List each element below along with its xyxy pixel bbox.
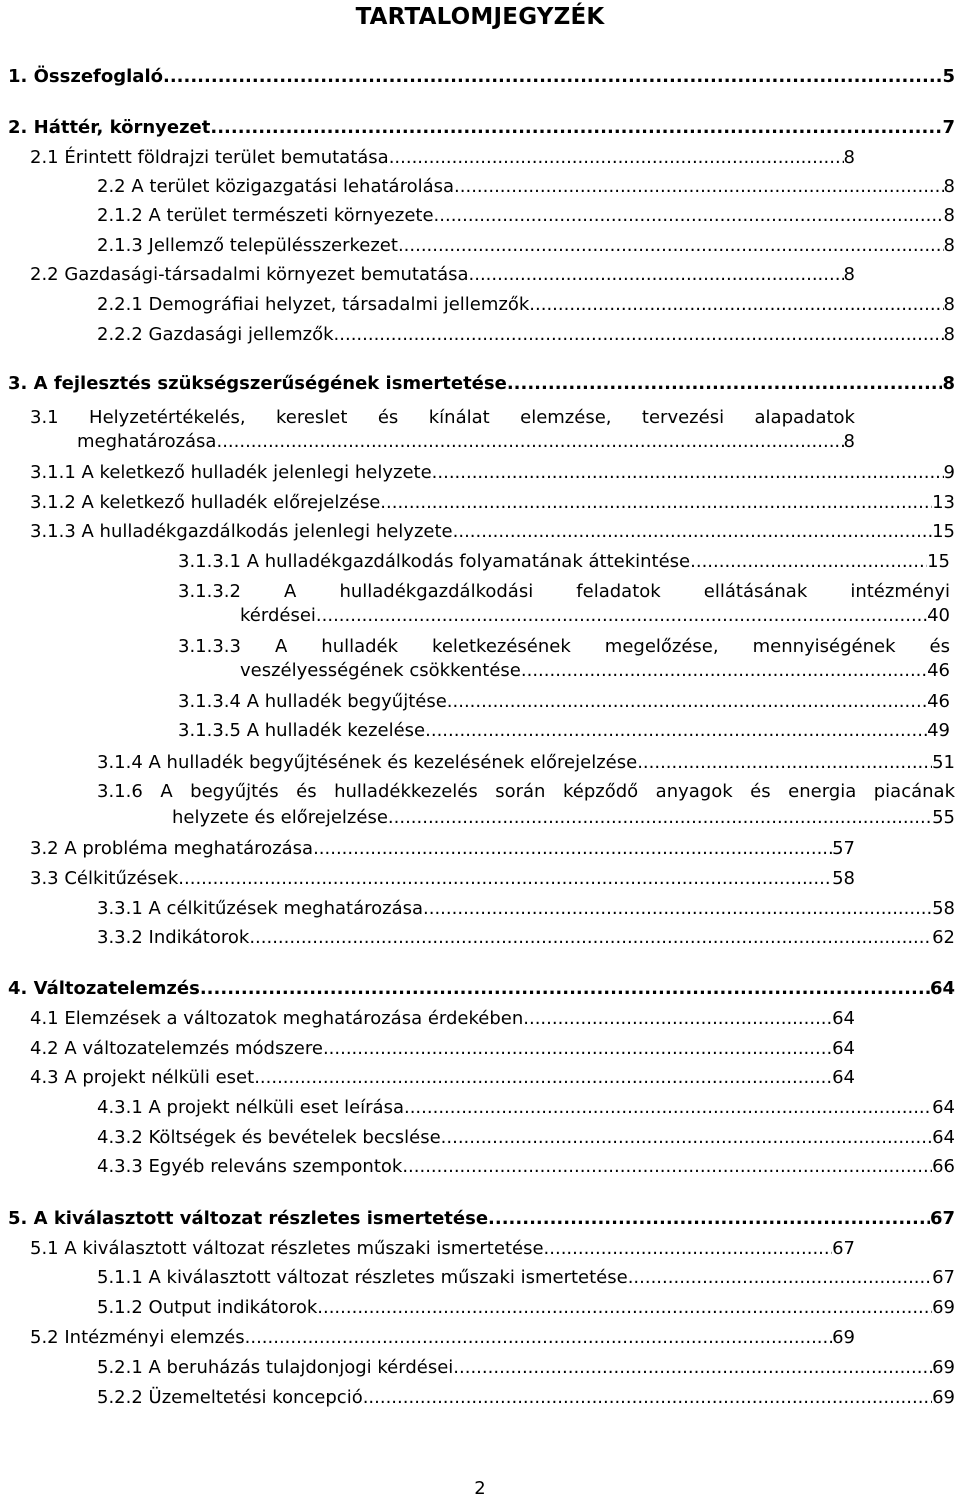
dot-leader	[249, 923, 932, 953]
toc-entry[interactable]	[97, 201, 955, 231]
toc-entry-label: 2.1 Érintett földrajzi terület bemutatása	[30, 147, 389, 168]
toc-entry-label-line1: 3.1.3.2 A hulladékgazdálkodási feladatok ellátásának intézményi	[178, 581, 950, 602]
toc-entry-label: 5.2.2 Üzemeltetési koncepció	[97, 1387, 363, 1408]
toc-entry-label: 3.3.2 Indikátorok	[97, 927, 250, 948]
dot-leader	[254, 1063, 832, 1093]
toc-entry-page: 55	[932, 807, 955, 828]
toc-entry[interactable]	[97, 748, 955, 778]
toc-entry-page: 40	[927, 605, 950, 626]
toc-entry-label: 5. A kiválasztott változat részletes ismertetése	[8, 1208, 489, 1229]
dot-leader	[217, 113, 942, 143]
toc-entry-page: 46	[927, 691, 950, 712]
toc-entry-label: 2.2 A terület közigazgatási lehatárolása	[97, 176, 455, 197]
toc-entry-label: 2.2 Gazdasági-társadalmi környezet bemutatása	[30, 264, 469, 285]
toc-entry-page: 69	[932, 1387, 955, 1408]
toc-entry[interactable]	[8, 62, 955, 92]
toc-entry[interactable]	[30, 403, 855, 457]
toc-entry[interactable]	[97, 777, 955, 833]
dot-leader	[216, 427, 843, 457]
toc-entry-label: 4.2 A változatelemzés módszere	[30, 1038, 323, 1059]
toc-entry-page: 8	[943, 205, 955, 226]
toc-entry-page: 8	[843, 264, 855, 285]
toc-entry[interactable]	[8, 113, 955, 143]
dot-leader	[313, 834, 832, 864]
toc-entry[interactable]	[30, 1063, 855, 1093]
dot-leader	[316, 601, 927, 631]
toc-entry[interactable]	[97, 1353, 955, 1383]
dot-leader	[521, 656, 927, 686]
toc-entry-page: 8	[943, 235, 955, 256]
toc-entry-label: meghatározása	[77, 431, 217, 452]
toc-entry[interactable]	[30, 834, 855, 864]
toc-entry-label: veszélyességének csökkentése	[240, 660, 521, 681]
toc-entry-page: 64	[832, 1008, 855, 1029]
toc-entry-page: 8	[943, 324, 955, 345]
toc-entry[interactable]	[8, 974, 955, 1004]
toc-entry-page: 62	[932, 927, 955, 948]
toc-entry-label-line1: 3.1 Helyzetértékelés, kereslet és kínálat elemzése, tervezési alapadatok	[30, 407, 855, 428]
toc-entry[interactable]	[30, 1323, 855, 1353]
toc-entry-page: 8	[943, 176, 955, 197]
dot-leader	[434, 201, 944, 231]
toc-entry-page: 15	[927, 551, 950, 572]
toc-entry-page: 67	[832, 1238, 855, 1259]
toc-entry-label: 3.2 A probléma meghatározása	[30, 838, 314, 859]
toc-entry-label: 5.2.1 A beruházás tulajdonjogi kérdései	[97, 1357, 454, 1378]
toc-entry[interactable]	[178, 716, 950, 746]
toc-entry[interactable]	[8, 1204, 955, 1234]
toc-entry-page: 8	[943, 294, 955, 315]
dot-leader	[432, 458, 944, 488]
toc-entry[interactable]	[97, 231, 955, 261]
dot-leader	[637, 748, 932, 778]
toc-entry-page: 67	[929, 1208, 955, 1229]
toc-entry[interactable]	[97, 172, 955, 202]
toc-entry[interactable]	[178, 632, 950, 686]
toc-entry-label: 2.2.1 Demográfiai helyzet, társadalmi jellemzők	[97, 294, 530, 315]
toc-entry-page: 7	[942, 117, 955, 138]
toc-entry[interactable]	[30, 143, 855, 173]
toc-entry-label: 3.1.3.5 A hulladék kezelése	[178, 720, 426, 741]
toc-entry-label: 3.1.3.4 A hulladék begyűjtése	[178, 691, 447, 712]
toc-entry[interactable]	[97, 320, 955, 350]
toc-entry-page: 66	[932, 1156, 955, 1177]
toc-entry-page: 64	[932, 1127, 955, 1148]
toc-entry[interactable]	[30, 1234, 855, 1264]
toc-entry[interactable]	[30, 458, 955, 488]
dot-leader	[245, 1323, 832, 1353]
toc-entry-label: 3.1.3.1 A hulladékgazdálkodás folyamatának áttekintése	[178, 551, 691, 572]
toc-entry-page: 51	[932, 752, 955, 773]
toc-entry[interactable]	[178, 687, 950, 717]
toc-entry[interactable]	[30, 488, 955, 518]
toc-entry[interactable]	[30, 517, 955, 547]
toc-entry-label: 3. A fejlesztés szükségszerűségének ismertetése	[8, 373, 507, 394]
dot-leader	[404, 1093, 932, 1123]
toc-entry[interactable]	[30, 1004, 855, 1034]
toc-entry[interactable]	[97, 290, 955, 320]
toc-entry[interactable]	[97, 1093, 955, 1123]
toc-entry[interactable]	[30, 1034, 855, 1064]
toc-entry-label: 4.3 A projekt nélküli eset	[30, 1067, 255, 1088]
dot-leader	[628, 1263, 932, 1293]
toc-entry-label: 4.3.1 A projekt nélküli eset leírása	[97, 1097, 404, 1118]
toc-entry-label: 5.1.1 A kiválasztott változat részletes műszaki ismertetése	[97, 1267, 628, 1288]
toc-entry-page: 5	[942, 66, 955, 87]
toc-entry-label: kérdései	[240, 605, 316, 626]
toc-entry-page: 8	[843, 431, 855, 452]
toc-entry-label: 3.1.3 A hulladékgazdálkodás jelenlegi helyzete	[30, 521, 453, 542]
toc-entry[interactable]	[97, 1123, 955, 1153]
toc-entry-page: 9	[943, 462, 955, 483]
toc-entry-label: 3.1.2 A keletkező hulladék előrejelzése	[30, 492, 381, 513]
toc-title: TARTALOMJEGYZÉK	[355, 4, 605, 30]
toc-entry-label: 3.3 Célkitűzések	[30, 868, 179, 889]
dot-leader	[425, 716, 927, 746]
toc-entry-page: 64	[932, 1097, 955, 1118]
dot-leader	[317, 1293, 932, 1323]
toc-entry-page: 58	[832, 868, 855, 889]
dot-leader	[453, 1353, 932, 1383]
toc-entry[interactable]	[97, 1293, 955, 1323]
toc-entry[interactable]	[30, 864, 855, 894]
dot-leader	[529, 290, 943, 320]
toc-entry[interactable]	[97, 1152, 955, 1182]
dot-leader	[453, 517, 932, 547]
toc-entry-page: 15	[932, 521, 955, 542]
dot-leader	[389, 143, 844, 173]
toc-entry-label-line1: 3.1.6 A begyűjtés és hulladékkezelés során képződő anyagok és energia piacának	[97, 781, 955, 802]
toc-entry-page: 64	[929, 978, 955, 999]
toc-entry-page: 8	[942, 373, 955, 394]
dot-leader	[523, 1004, 832, 1034]
toc-entry-label: 4.3.2 Költségek és bevételek becslése	[97, 1127, 441, 1148]
toc-entry-label: 3.3.1 A célkitűzések meghatározása	[97, 898, 424, 919]
dot-leader	[447, 687, 927, 717]
toc-entry[interactable]	[178, 547, 950, 577]
dot-leader	[178, 864, 832, 894]
toc-entry-page: 67	[932, 1267, 955, 1288]
dot-leader	[690, 547, 927, 577]
toc-entry-label: 2.2.2 Gazdasági jellemzők	[97, 324, 334, 345]
toc-entry[interactable]	[97, 923, 955, 953]
toc-entry-page: 57	[832, 838, 855, 859]
toc-entry-page: 58	[932, 898, 955, 919]
toc-entry-page: 46	[927, 660, 950, 681]
toc-entry[interactable]	[97, 1383, 955, 1413]
toc-entry-page: 64	[832, 1038, 855, 1059]
toc-entry-page: 49	[927, 720, 950, 741]
toc-entry-page: 69	[832, 1327, 855, 1348]
toc-entry-page: 64	[832, 1067, 855, 1088]
toc-entry-label: 2.1.2 A terület természeti környezete	[97, 205, 434, 226]
toc-entry-label: 4.1 Elemzések a változatok meghatározása érdekében	[30, 1008, 524, 1029]
dot-leader	[507, 369, 943, 399]
toc-entry-label: 5.2 Intézményi elemzés	[30, 1327, 245, 1348]
dot-leader	[363, 1383, 932, 1413]
toc-entry-label: 4. Változatelemzés	[8, 978, 200, 999]
toc-entry-label-line1: 3.1.3.3 A hulladék keletkezésének megelőzése, mennyiségének és	[178, 636, 950, 657]
toc-entry[interactable]	[30, 260, 855, 290]
dot-leader	[488, 1204, 930, 1234]
dot-leader	[469, 260, 844, 290]
dot-leader	[441, 1123, 932, 1153]
toc-entry-label: helyzete és előrejelzése	[172, 807, 388, 828]
toc-entry-page: 13	[932, 492, 955, 513]
dot-leader	[544, 1234, 833, 1264]
toc-entry-label: 2. Háttér, környezet.	[8, 117, 218, 138]
toc-entry-label: 4.3.3 Egyéb releváns szempontok	[97, 1156, 403, 1177]
toc-entry-page: 8	[843, 147, 855, 168]
toc-entry[interactable]	[97, 1263, 955, 1293]
dot-leader	[398, 231, 944, 261]
dot-leader	[334, 320, 944, 350]
page-number: 2	[474, 1478, 486, 1499]
dot-leader	[380, 488, 932, 518]
toc-entry-page: 69	[932, 1357, 955, 1378]
dot-leader	[388, 803, 932, 833]
toc-entry[interactable]	[8, 369, 955, 399]
toc-entry[interactable]	[97, 894, 955, 924]
toc-entry-label: 3.1.1 A keletkező hulladék jelenlegi helyzete	[30, 462, 432, 483]
toc-entry-label: 1. Összefoglaló	[8, 66, 163, 87]
toc-entry[interactable]	[178, 577, 950, 631]
dot-leader	[200, 974, 930, 1004]
toc-entry-page: 69	[932, 1297, 955, 1318]
toc-entry-label: 3.1.4 A hulladék begyűjtésének és kezelésének előrejelzése	[97, 752, 638, 773]
dot-leader	[402, 1152, 932, 1182]
toc-entry-label: 2.1.3 Jellemző településszerkezet	[97, 235, 398, 256]
dot-leader	[163, 62, 942, 92]
toc-entry-label: 5.1 A kiválasztott változat részletes műszaki ismertetése	[30, 1238, 544, 1259]
toc-entry-label: 5.1.2 Output indikátorok	[97, 1297, 318, 1318]
dot-leader	[323, 1034, 832, 1064]
dot-leader	[423, 894, 932, 924]
dot-leader	[454, 172, 944, 202]
